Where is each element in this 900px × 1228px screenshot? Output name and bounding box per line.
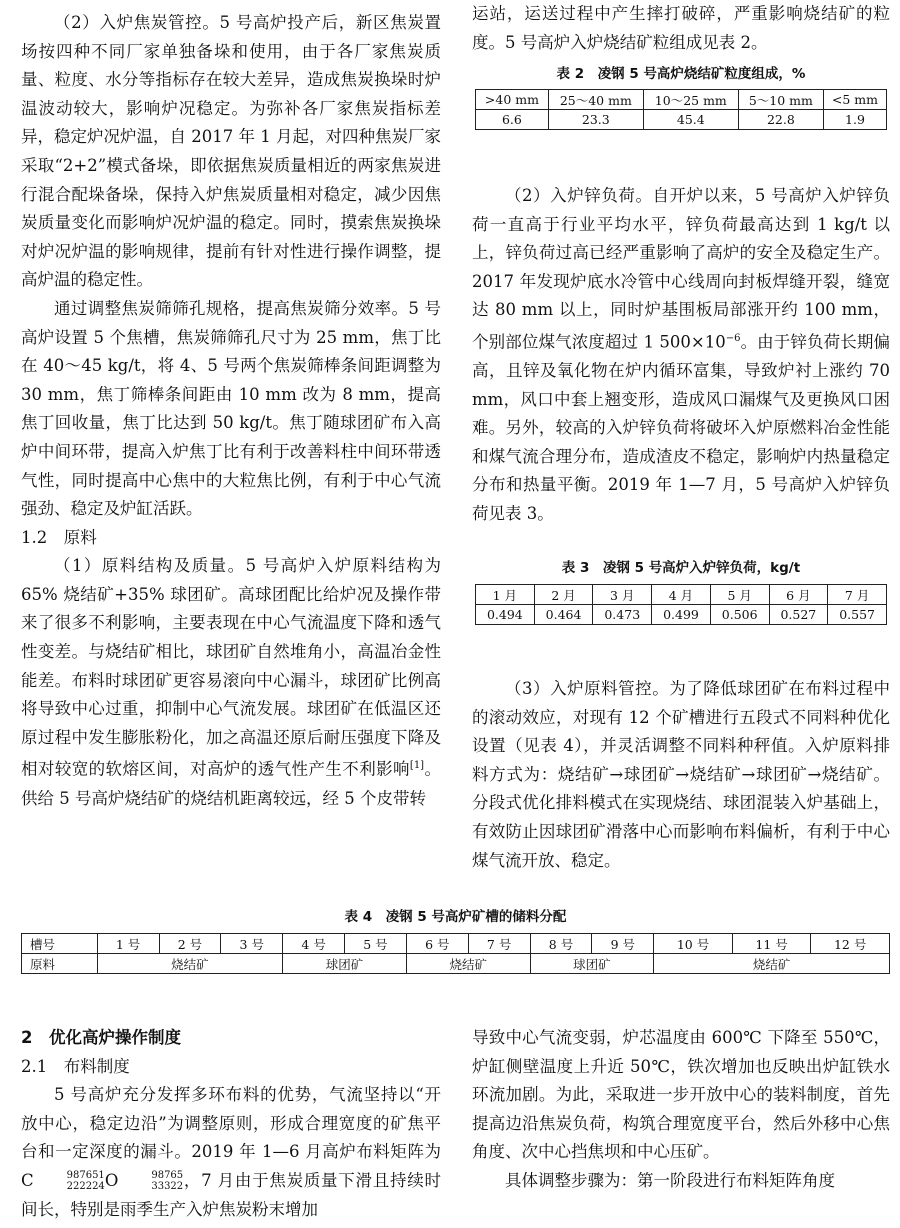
right-column-material-control: [472, 675, 890, 875]
paragraph-zinc-load-end: 。由于锌负荷长期偏高，且锌及氧化物在炉内循环富集，导致炉衬上涨约 70 mm，风口中套上翘变形，造成风口漏煤气及更换风口困难。另外，较高的入炉锌负荷将破坏入炉原燃料冶金性能和煤气流合理分布，造成渣皮不稳定，影响炉内热量稳定分布和热量平衡。2019 年 1—7 月，5 号高炉入炉锌负荷见表 3。: [472, 332, 890, 524]
table4-material-row: [22, 954, 890, 974]
section-heading-2-1: 2.1 布料制度: [21, 1056, 130, 1076]
table3-cell: 0.473: [593, 605, 652, 625]
table2-cell: 1.9: [823, 110, 886, 130]
table4-material: 球团矿: [283, 954, 407, 974]
table2-cell: 45.4: [643, 110, 738, 130]
left-column-lower: [21, 1024, 441, 1224]
table3-value-row: [476, 605, 887, 625]
matrix-o-letter: O: [104, 1170, 119, 1190]
table3-cell: 0.506: [710, 605, 769, 625]
table4-slot: 7 号: [468, 934, 530, 954]
table2-header: <5 mm: [823, 90, 886, 110]
matrix-o: [118, 1170, 183, 1192]
matrix-c: [34, 1170, 105, 1192]
table2-header-row: [476, 90, 887, 110]
left-column-upper: [21, 9, 441, 813]
paragraph-raw-material-text: （1）原料结构及质量。5 号高炉入炉原料结构为 65% 烧结矿+35% 球团矿。高球团配比给炉况及操作带来了很多不利影响，主要表现在中心气流温度下降和透气性变差。与烧结矿相比，球团矿自然堆角小，高温冶金性能差。布料时球团矿更容易滚向中心漏斗，球团矿比例高将导致中心过重，抑制中心气流发展。球团矿在低温区还原过程中发生膨胀粉化，加之高温还原后耐压强度下降及相对较宽的软熔区间，对高炉的透气性产生不利影响: [21, 556, 441, 779]
paragraph-raw-material: [21, 552, 441, 813]
paragraph-burden-end: ，7 月由于焦炭质量下滑且持续时间长，特别是雨季生产入炉焦炭粉末增加: [21, 1170, 441, 1219]
table3-header-row: [476, 585, 887, 605]
paragraph-burden-distribution: [21, 1081, 441, 1224]
table4-material: 烧结矿: [97, 954, 283, 974]
table4-slot: 2 号: [159, 934, 221, 954]
table4-slot: 4 号: [283, 934, 345, 954]
paragraph-transfer: 运站，运送过程中产生摔打破碎，严重影响烧结矿的粒度。5 号高炉入炉烧结矿粒组成见表 2。: [472, 4, 890, 52]
paragraph-center-flow: 导致中心气流变弱，炉芯温度由 600℃ 下降至 550℃，炉缸侧壁温度上升近 50℃，铁次增加也反映出炉缸铁水环流加剧。为此，采取进一步开放中心的装料制度，首先提高边沿焦炭负荷，构筑合理宽度平台，然后外移中心焦角度、次中心挡焦坝和中心压矿。: [472, 1028, 890, 1162]
table4-material: 烧结矿: [406, 954, 530, 974]
table4-row-label: 槽号: [22, 934, 98, 954]
table4-row-label: 原料: [22, 954, 98, 974]
table4-slot: 5 号: [345, 934, 407, 954]
table3-cell: 0.557: [828, 605, 887, 625]
section-heading-1-2: 1.2 原料: [21, 527, 97, 547]
table2-header: 5～10 mm: [738, 90, 823, 110]
table2-header: 10～25 mm: [643, 90, 738, 110]
table4-material: 球团矿: [530, 954, 654, 974]
table4-slot-row: [22, 934, 890, 954]
table2-header: >40 mm: [476, 90, 549, 110]
table3-header: 1 月: [476, 585, 535, 605]
right-column-zinc: [472, 182, 890, 529]
table2-header: 25～40 mm: [548, 90, 643, 110]
exponent: −6: [725, 332, 741, 344]
paragraph-zinc-load: [472, 182, 890, 529]
table4-material: 烧结矿: [654, 954, 890, 974]
paragraph-coke-control: （2）入炉焦炭管控。5 号高炉投产后，新区焦炭置场按四种不同厂家单独备垛和使用，由于各厂家焦炭质量、粒度、水分等指标存在较大差异，造成焦炭换垛时炉温波动较大，影响炉况稳定。为弥补各厂家焦炭指标差异，稳定炉况炉温，自 2017 年 1 月起，对四种焦炭厂家采取“2+2”模式备垛，即依据焦炭质量相近的两家焦炭进行混合配垛备垛，保持入炉焦炭质量相对稳定，减少因焦炭质量变化而影响炉况炉温的稳定。同时，摸索焦炭换垛对炉况炉温的影响规律，提前有针对性进行操作调整，提高炉温的稳定性。: [21, 13, 441, 290]
table4-caption: 表 4 凌钢 5 号高炉矿槽的储料分配: [344, 909, 567, 925]
section-heading-2: 2 优化高炉操作制度: [21, 1028, 181, 1047]
table3: [475, 584, 887, 625]
table4: [21, 933, 890, 974]
table3-header: 3 月: [593, 585, 652, 605]
table3-cell: 0.494: [476, 605, 535, 625]
right-column-lower: [472, 1024, 890, 1196]
table2: [475, 89, 887, 130]
matrix-o-angles: 98765: [151, 1170, 184, 1182]
matrix-o-rings: 33322: [151, 1181, 184, 1193]
table4-slot: 11 号: [732, 934, 811, 954]
table4-slot: 9 号: [592, 934, 654, 954]
table3-header: 4 月: [652, 585, 711, 605]
table3-header: 2 月: [534, 585, 593, 605]
table2-value-row: [476, 110, 887, 130]
paragraph-material-control: （3）入炉原料管控。为了降低球团矿在布料过程中的滚动效应，对现有 12 个矿槽进行五段式不同料种优化设置（见表 4），并灵活调整不同料种秤值。入炉原料排料方式为：烧结矿→球团矿→烧结矿→球团矿→烧结矿。分段式优化排料模式在实现烧结、球团混装入炉基础上，有效防止因球团矿滑落中心而影响布料偏析，有利于中心煤气流开放、稳定。: [472, 679, 890, 870]
paragraph-zinc-load-text: （2）入炉锌负荷。自开炉以来，5 号高炉入炉锌负荷一直高于行业平均水平，锌负荷最高达到 1 kg/t 以上，锌负荷过高已经严重影响了高炉的安全及稳定生产。2017 年发现炉底水冷管中心线周向封板焊缝开裂，缝宽达 80 mm 以上，同时炉基围板局部涨开约 100 mm，个别部位煤气浓度超过 1 500×10: [472, 186, 890, 352]
paragraph-coke-screen: 通过调整焦炭筛筛孔规格，提高焦炭筛分效率。5 号高炉设置 5 个焦槽，焦炭筛筛孔尺寸为 25 mm，焦丁比在 40～45 kg/t，将 4、5 号两个焦炭筛棒条间距调整为 30 mm，焦丁筛棒条间距由 10 mm 改为 8 mm，提高焦丁回收量，焦丁比达到 50 kg/t。焦丁随球团矿布入高炉中间环带，提高入炉焦丁比有利于改善料柱中间环带透气性，同时提高中心焦中的大粒焦比例，有利于中心气流强劲、稳定及炉缸活跃。: [21, 298, 441, 519]
table4-slot: 10 号: [654, 934, 733, 954]
table2-cell: 22.8: [738, 110, 823, 130]
paragraph-adjust-steps: 具体调整步骤为：第一阶段进行布料矩阵角度: [505, 1170, 835, 1190]
right-column-upper: [472, 0, 890, 57]
table3-header: 5 月: [710, 585, 769, 605]
table3-cell: 0.499: [652, 605, 711, 625]
table4-slot: 1 号: [97, 934, 159, 954]
paragraph-raw-material-end: 。供给 5 号高炉烧结矿的烧结机距离较远，经 5 个皮带转: [21, 759, 442, 808]
table2-cell: 6.6: [476, 110, 549, 130]
table3-caption: 表 3 凌钢 5 号高炉入炉锌负荷，kg/t: [561, 560, 801, 576]
table3-header: 6 月: [769, 585, 828, 605]
table3-cell: 0.527: [769, 605, 828, 625]
table4-slot: 3 号: [221, 934, 283, 954]
matrix-c-angles: 987651: [66, 1170, 105, 1182]
table2-caption: 表 2 凌钢 5 号高炉烧结矿粒度组成，%: [556, 66, 806, 82]
table2-cell: 23.3: [548, 110, 643, 130]
matrix-c-rings: 222224: [66, 1181, 105, 1193]
table3-header: 7 月: [828, 585, 887, 605]
table3-cell: 0.464: [534, 605, 593, 625]
paragraph-burden-text: 5 号高炉充分发挥多环布料的优势，气流坚持以“开放中心，稳定边沿”为调整原则，形成合理宽度的矿焦平台和一定深度的漏斗。2019 年 1—6 月高炉布料矩阵为 C: [21, 1085, 441, 1190]
table4-slot: 8 号: [530, 934, 592, 954]
table4-slot: 6 号: [406, 934, 468, 954]
table4-slot: 12 号: [811, 934, 890, 954]
citation-ref: [1]: [409, 760, 425, 772]
